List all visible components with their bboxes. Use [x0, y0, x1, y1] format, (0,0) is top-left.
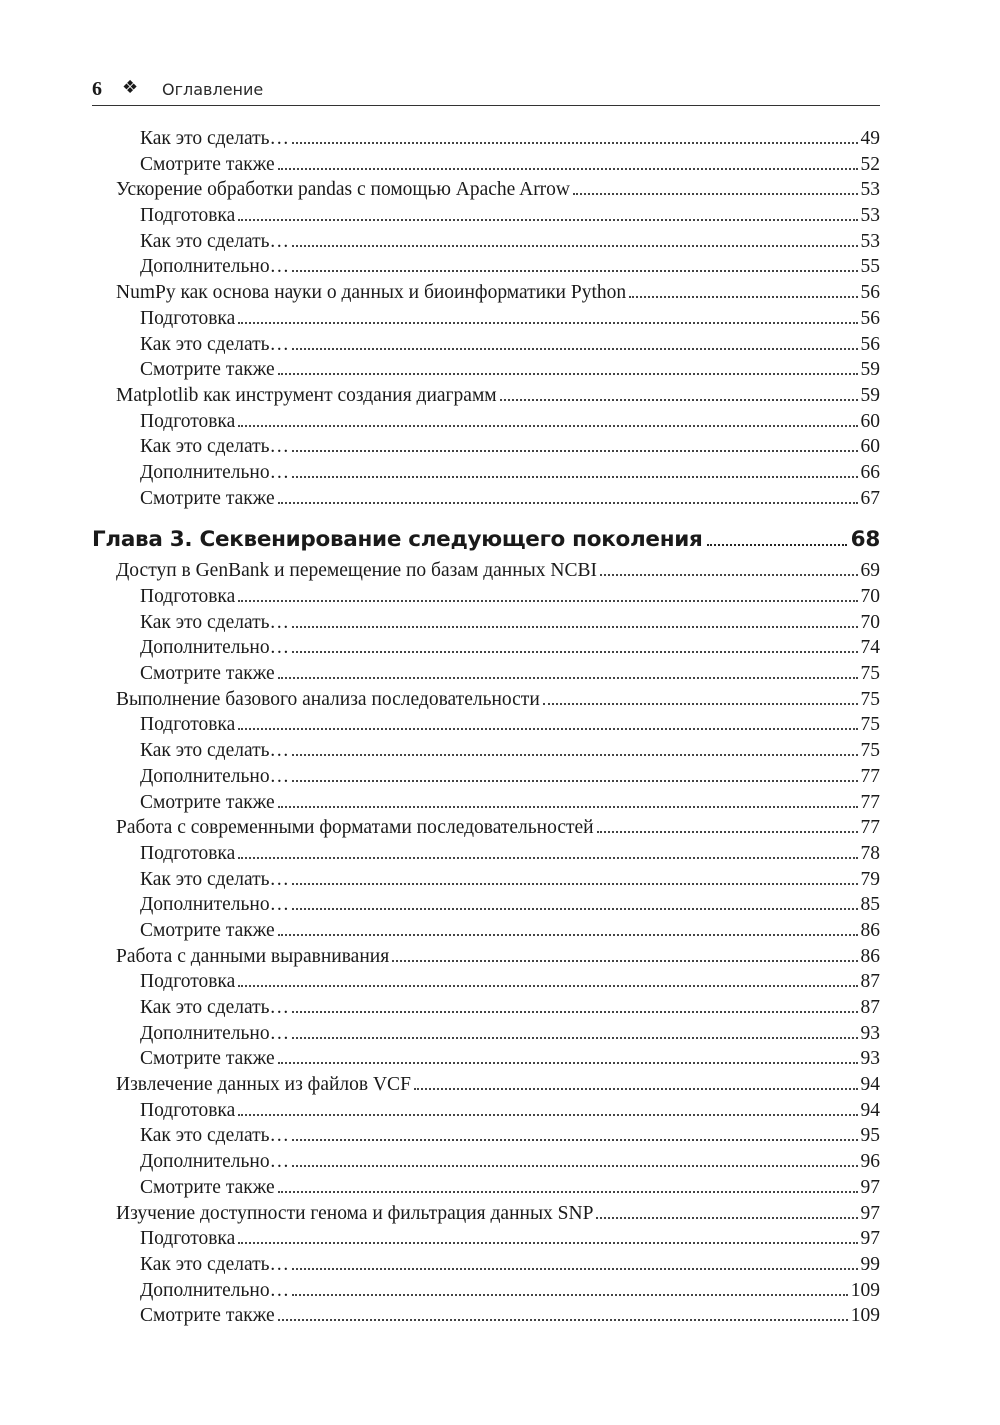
toc-section-entry[interactable] [92, 177, 880, 203]
toc-entry-page: 99 [860, 1253, 880, 1275]
toc-subsection-entry[interactable] [92, 661, 880, 687]
toc-entry-title: Смотрите также [140, 487, 275, 509]
dot-leader [278, 666, 858, 679]
dot-leader [292, 337, 857, 350]
toc-entry-page: 60 [860, 436, 880, 458]
toc-entry-page: 60 [860, 410, 880, 432]
toc-subsection-entry[interactable] [92, 1149, 880, 1175]
toc-subsection-entry[interactable] [92, 409, 880, 435]
toc-entry-page: 97 [860, 1228, 880, 1250]
toc-entry-title: Подготовка [140, 1099, 236, 1121]
dot-leader [500, 388, 858, 401]
toc-entry-page: 94 [860, 1099, 880, 1121]
dot-leader [292, 465, 857, 478]
toc-section-entry[interactable] [92, 1072, 880, 1098]
dot-leader [292, 1154, 857, 1167]
toc-entry-title: Смотрите также [140, 1048, 275, 1070]
toc-entry-page: 79 [860, 868, 880, 890]
toc-entry-title: Извлечение данных из файлов VCF [116, 1074, 411, 1096]
toc-subsection-entry[interactable] [92, 357, 880, 383]
toc-entry-title: Подготовка [140, 1228, 236, 1250]
toc-entry-title: Matplotlib как инструмент создания диаграмм [116, 384, 497, 406]
toc-entry-title: Смотрите также [140, 791, 275, 813]
toc-section-entry[interactable] [92, 1201, 880, 1227]
dot-leader [238, 1231, 857, 1244]
toc-entry-page: 86 [860, 919, 880, 941]
dot-leader [596, 1206, 857, 1219]
toc-entry-page: 74 [860, 637, 880, 659]
toc-entry-page: 59 [860, 384, 880, 406]
toc-subsection-entry[interactable] [92, 1252, 880, 1278]
dot-leader [292, 234, 857, 247]
toc-entry-page: 70 [860, 611, 880, 633]
dot-leader [292, 898, 857, 911]
toc-entry-page: 59 [860, 359, 880, 381]
dot-leader [292, 1026, 857, 1039]
toc-subsection-entry[interactable] [92, 434, 880, 460]
dot-leader [292, 641, 857, 654]
toc-subsection-entry[interactable] [92, 1303, 880, 1329]
dot-leader [292, 1000, 857, 1013]
toc-entry-title: Как это сделать… [140, 997, 290, 1018]
toc-subsection-entry[interactable] [92, 1226, 880, 1252]
toc-subsection-entry[interactable] [92, 152, 880, 178]
toc-entry-page: 49 [860, 128, 880, 149]
toc-subsection-entry[interactable] [92, 332, 880, 358]
toc-entry-page: 56 [860, 282, 880, 304]
toc-entry-title: Дополнительно… [140, 637, 290, 659]
dot-leader [292, 260, 857, 273]
dot-leader [278, 1309, 848, 1322]
dot-leader [707, 533, 847, 547]
toc-subsection-entry[interactable] [92, 229, 880, 255]
dot-leader [238, 846, 857, 859]
toc-entry-page: 53 [860, 179, 880, 201]
dot-leader [278, 795, 858, 808]
toc-entry-title: Как это сделать… [140, 1253, 290, 1275]
toc-entry-page: 97 [860, 1202, 880, 1224]
toc-entry-page: 53 [860, 230, 880, 252]
dot-leader [238, 311, 857, 324]
toc-subsection-entry[interactable] [92, 1175, 880, 1201]
toc-entry-page: 66 [860, 461, 880, 483]
toc-subsection-entry[interactable] [92, 1123, 880, 1149]
page-number: 6 [92, 78, 102, 100]
toc-entry-title: Смотрите также [140, 1176, 275, 1198]
toc-entry-title: Как это сделать… [140, 611, 290, 633]
toc-entry-page: 96 [860, 1151, 880, 1173]
running-header [92, 76, 880, 106]
toc-entry-title: Глава 3. Секвенирование следующего поколения [92, 527, 703, 553]
toc-entry-page: 94 [860, 1074, 880, 1096]
toc-entry-title: Выполнение базового анализа последовательности [116, 688, 540, 710]
toc-subsection-entry[interactable] [92, 306, 880, 332]
toc-entry-page: 87 [860, 997, 880, 1018]
toc-entry-title: Как это сделать… [140, 230, 290, 252]
dot-leader [292, 743, 857, 756]
toc-entry-title: Подготовка [140, 205, 236, 227]
toc-entry-page: 67 [860, 487, 880, 509]
dot-leader [392, 949, 857, 962]
toc-section-entry[interactable] [92, 815, 880, 841]
toc-entry-title: Смотрите также [140, 663, 275, 685]
toc-entry-page: 109 [850, 1279, 880, 1301]
toc-section-entry[interactable] [92, 944, 880, 970]
dot-leader [238, 589, 857, 602]
dot-leader [629, 285, 857, 298]
toc-chapter-entry[interactable] [92, 522, 880, 558]
toc-entry-page: 78 [860, 842, 880, 864]
dot-leader [543, 692, 858, 705]
toc-entry-page: 85 [860, 894, 880, 916]
dot-leader [238, 975, 857, 988]
toc-entry-title: Подготовка [140, 714, 236, 736]
toc-subsection-entry[interactable] [92, 867, 880, 893]
toc-entry-title: Дополнительно… [140, 461, 290, 483]
dot-leader [238, 1103, 857, 1116]
dot-leader [278, 923, 858, 936]
toc-entry-page: 95 [860, 1125, 880, 1147]
toc-subsection-entry[interactable] [92, 1098, 880, 1124]
dot-leader [292, 1129, 857, 1142]
toc-entry-page: 75 [860, 688, 880, 710]
toc-entry-title: Дополнительно… [140, 765, 290, 787]
toc-entry-page: 77 [860, 765, 880, 787]
dot-leader [278, 1052, 858, 1065]
toc-entry-page: 93 [860, 1048, 880, 1070]
toc-entry-page: 86 [860, 945, 880, 967]
toc-entry-title: Подготовка [140, 586, 236, 607]
toc-subsection-entry[interactable] [92, 584, 880, 610]
dot-leader [278, 157, 858, 170]
toc-entry-title: Смотрите также [140, 919, 275, 941]
dot-leader [597, 820, 858, 833]
table-of-contents [92, 126, 880, 1329]
toc-subsection-entry[interactable] [92, 126, 880, 152]
toc-entry-page: 93 [860, 1022, 880, 1044]
toc-section-entry[interactable] [92, 383, 880, 409]
toc-entry-page: 69 [860, 560, 880, 582]
toc-section-entry[interactable] [92, 280, 880, 306]
toc-entry-title: Как это сделать… [140, 740, 290, 762]
dot-leader [278, 491, 858, 504]
toc-subsection-entry[interactable] [92, 790, 880, 816]
toc-entry-title: Смотрите также [140, 1305, 275, 1327]
dot-leader [573, 183, 857, 196]
dot-leader [292, 131, 857, 144]
toc-entry-page: 87 [860, 971, 880, 993]
toc-entry-title: Ускорение обработки pandas с помощью Apache Arrow [116, 179, 571, 201]
toc-entry-page: 97 [860, 1176, 880, 1198]
toc-subsection-entry[interactable] [92, 203, 880, 229]
toc-entry-title: Как это сделать… [140, 868, 290, 890]
toc-entry-page: 68 [850, 527, 880, 553]
toc-subsection-entry[interactable] [92, 460, 880, 486]
toc-section-entry[interactable] [92, 687, 880, 713]
toc-entry-page: 52 [860, 153, 880, 175]
toc-entry-title: Подготовка [140, 842, 236, 864]
dot-leader [238, 208, 857, 221]
toc-entry-page: 77 [860, 791, 880, 813]
toc-entry-title: Дополнительно… [140, 894, 290, 916]
toc-entry-title: Работа с современными форматами последовательностей [116, 817, 594, 839]
toc-entry-title: Изучение доступности генома и фильтрация данных SNP [116, 1202, 594, 1224]
toc-subsection-entry[interactable] [92, 486, 880, 512]
toc-subsection-entry[interactable] [92, 738, 880, 764]
toc-subsection-entry[interactable] [92, 1021, 880, 1047]
toc-entry-title: Подготовка [140, 307, 236, 329]
dot-leader [292, 872, 857, 885]
dot-leader [292, 1257, 857, 1270]
dot-leader [292, 769, 857, 782]
dot-leader [238, 414, 857, 427]
toc-subsection-entry[interactable] [92, 969, 880, 995]
toc-subsection-entry[interactable] [92, 1046, 880, 1072]
toc-entry-title: Как это сделать… [140, 1125, 290, 1147]
toc-subsection-entry[interactable] [92, 712, 880, 738]
dot-leader [414, 1077, 858, 1090]
toc-entry-title: Как это сделать… [140, 128, 290, 149]
toc-subsection-entry[interactable] [92, 1278, 880, 1304]
toc-entry-page: 77 [860, 817, 880, 839]
dot-leader [278, 362, 858, 375]
toc-entry-title: Дополнительно… [140, 1151, 290, 1173]
dot-leader [292, 615, 857, 628]
toc-entry-page: 75 [860, 663, 880, 685]
toc-subsection-entry[interactable] [92, 995, 880, 1021]
toc-entry-title: Дополнительно… [140, 256, 290, 278]
toc-entry-page: 56 [860, 307, 880, 329]
toc-entry-title: Смотрите также [140, 153, 275, 175]
toc-entry-page: 75 [860, 740, 880, 762]
ornament-icon: ❖ [122, 77, 139, 98]
toc-entry-page: 109 [850, 1305, 880, 1327]
running-title: Оглавление [162, 80, 264, 99]
toc-entry-title: Доступ в GenBank и перемещение по базам данных NCBI [116, 560, 597, 582]
toc-entry-title: Подготовка [140, 971, 236, 993]
toc-entry-page: 75 [860, 714, 880, 736]
toc-subsection-entry[interactable] [92, 610, 880, 636]
toc-entry-title: Подготовка [140, 410, 236, 432]
toc-entry-page: 55 [860, 256, 880, 278]
dot-leader [292, 1283, 848, 1296]
toc-section-entry[interactable] [92, 558, 880, 584]
toc-entry-title: Дополнительно… [140, 1022, 290, 1044]
toc-subsection-entry[interactable] [92, 254, 880, 280]
toc-entry-title: Работа с данными выравнивания [116, 945, 390, 967]
toc-subsection-entry[interactable] [92, 841, 880, 867]
toc-entry-title: Дополнительно… [140, 1279, 290, 1301]
dot-leader [278, 1180, 858, 1193]
toc-entry-title: Смотрите также [140, 359, 275, 381]
dot-leader [600, 564, 858, 577]
toc-subsection-entry[interactable] [92, 918, 880, 944]
dot-leader [238, 718, 857, 731]
toc-entry-page: 56 [860, 333, 880, 355]
toc-entry-title: Как это сделать… [140, 333, 290, 355]
toc-subsection-entry[interactable] [92, 764, 880, 790]
dot-leader [292, 440, 857, 453]
toc-entry-page: 70 [860, 586, 880, 607]
toc-entry-title: Как это сделать… [140, 436, 290, 458]
toc-entry-page: 53 [860, 205, 880, 227]
toc-subsection-entry[interactable] [92, 892, 880, 918]
toc-entry-title: NumPy как основа науки о данных и биоинформатики Python [116, 282, 627, 304]
toc-subsection-entry[interactable] [92, 635, 880, 661]
